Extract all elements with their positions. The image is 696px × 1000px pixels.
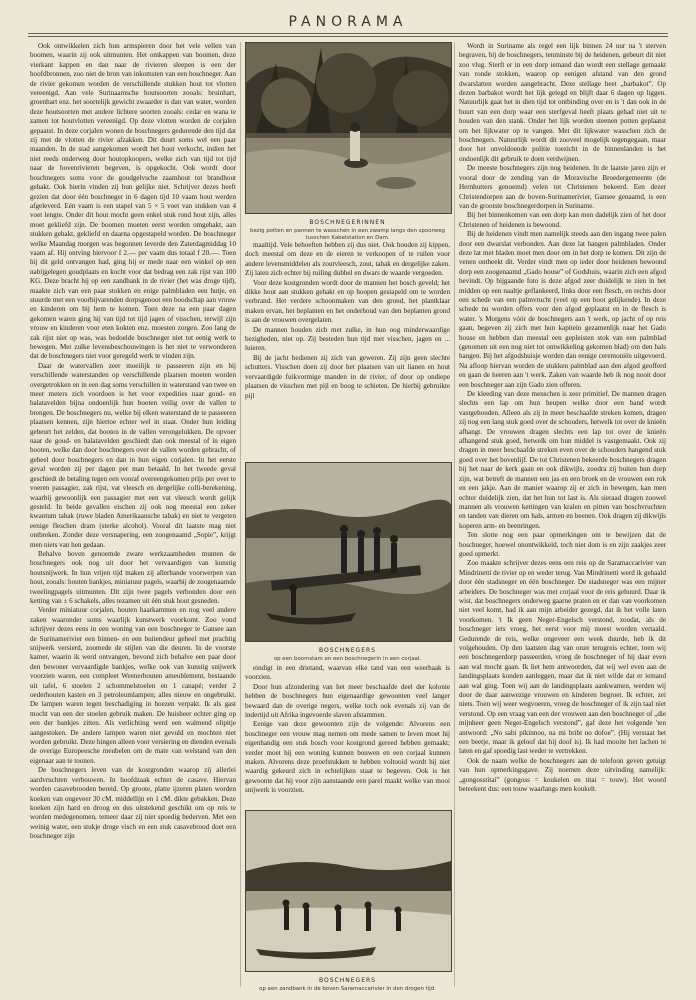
- paragraph: Voor deze kostgronden wordt door de mannen het bosch geveld; het dikke hout aan stukken gehakt en op hoopen gestapeld om te worden verbrand. Het verdere schoonmaken van den grond, het plantklaar maken ervan, het beplanten en het onderhoud van den beplanten grond is aan de vrouwen overgelaten.: [245, 278, 450, 325]
- paragraph: Behalve boven genoemde zware werkzaamheden munten de boschnegers ook nog uit door het vervaardigen van kunstig houtsnijwerk. In hun vrijen tijd maken zij allerhande voorwerpen van hout, zooals: houten bankjes, miniatuur pagels, waarbij de zoogenaamde tweelingpagels uitmunten. Dit zijn twee pagels verbonden door een ketting van ± 6 schakels, alles tezamen uit één stuk hout gesneden.: [30, 549, 236, 605]
- photo-jungle-swamp-image: [246, 43, 451, 213]
- paragraph: Zoo maakte schrijver dezes eens een reis op de Saramaccarivier van Mindrinetti de rivier op en weder terug. Van Mindrinetti werd ik gehaald door één stadsneger en één boschneger. De stadsneger was een mijner arbeiders. De boschneger was met corjaal voor de reis gehuurd. Daar ik wist, dat boschnegers onderweg gaarne praten en er dan van voorkomen niet veel komt, had ik aan mijn arbeider gezegd, dat ik het volle laten voorkomen. 't Ik geen Neger-Engelsch verstond, zoodat, als de boschneger iets vroeg, het eerst voor mij moest worden vertaald. Gedurende de reis, welke ongeveer een week duurde, heb ik dit volgehouden. Op den laatsten dag van onze terugreis echter, toen wij een boschnegerdorp passeerden, vroeg de boschneger of hij daar even aan wal mocht gaan. Ik liet hem antwoorden, dat wij wel even aan de landingsplaats konden aanleggen, maar dat ik niet wilde dat er iemand aan wal ging. Toen wij aan de landingsplaats aankwamen, werden wij door de daar aanwezige vrouwen en kinderen begroet. Ik echter, zei niets. Toen wij weer wegvoeren, vroeg de boschneger of ik zijn taal niet verstond. Op een vraag van een der vrouwen aan den boschneger of „die mijnheer geen Neger-Engelsch verstond”, gaf deze het volgende 'ten antwoord: „No sabi pikinnoo, na mi bribi no dofoe”. (Hij verstaat het een beetje, maar ik geloof dat hij doof is). Ik had mooite het lachen te laten en gaf spoedig last weder te vertrekken.: [459, 559, 666, 756]
- text-column-left: [30, 42, 236, 987]
- paragraph: Bij de jacht bedienen zij zich van geweren. Zij zijn geen slechte schutters. Visschen doen zij door het plaatsen van uit lianen en hout vervaardigde fuikvormige manden in de rivier, of door op ondiepe plaatsen de visschen met pijl en boog te schieten. De hierbij gebruikte pijl: [245, 353, 450, 400]
- paragraph: Door hun afzondering van het meer beschaafde deel der kolonie hebben de boschnegers hun eigenaardige gewoonten veel langer bewaard dan de overige negers, welke toch ook evenals zij van de indertijd uit Afrika ingevoerde slaven afstammen.: [245, 682, 450, 720]
- photo-figure-men-on-log: [245, 462, 450, 663]
- photo-figure-women-washing: [245, 42, 450, 242]
- paragraph: Ten slotte nog een paar opmerkingen om te bewijzen dat de boschneger, hoewel onontwikkeld, toch niet dom is en zijn zaakjes zeer goed opmerkt.: [459, 531, 666, 558]
- photo-river-log-image: [246, 463, 451, 641]
- paragraph: maaltijd. Vele behoeften hebben zij dus niet. Ook houden zij kippen, doch meestal om deze en de eieren te verkoopen of te ruilen voor andere levensmiddelen als zoutvleesch, zout, tabak en dergelijke zaken. Zij laten zich echter bij ruiling dubbel en dwars de waarde vergoeden.: [245, 241, 450, 278]
- header-rule-bottom: [28, 36, 668, 37]
- paragraph: Daar de watervallen zeer moeilijk te passeeren zijn en bij verschillende waterstanden op verschillende plaatsen moeten worden overgetrokken en in een dag soms verschillen in waterstand van twee en meer meters zich voordoen is het voor expedities naar goud- en balatavelden bijna ondoenlijk hun booten veilig over de vallen te brengen. De boschnegers nu, welke bij elken waterstand de te passeeren plaatsen kennen, zijn hiertoe echter wel in staat. Onder hun leiding gebeurt het zelden, dat booten in de vallen verongelukken. De opvoer naar de goud- en balatavelden geschiedt dan ook meestal of in eigen booten, welke dan door boschnegers over de vallen worden gebracht, of geheel door boschnegers en dan in hun eigen corjalen. In het eerste geval worden zij per dagen per man betaald. In het tweede geval geschiedt de betaling tegen een vooraf overeengekomen prijs per over te voeren passagier, zak rijst, vat vleesch en dergelijke colli-berekening, waarbij gewoonlijk een passagier met een vat vleesch wordt gelijk gesteld. In beide gevallen eischen zij ook nog meestal een zeker kwantum tabak (ruwe bladen Amerikaansche tabak) en niet te vergeten eenige fleschen dram (sterke alcohol). Vooral dit laatste mag niet ontbreken. Zonder deze versnapering, een zoogenaamd „Sopie”, krijgt men niets van hen gedaan.: [30, 361, 236, 549]
- paragraph: De mannen houden zich met zulke, in hun oog minderwaardige bezigheden, niet op. Zij besteden hun tijd met visschen, jagen en ... luieren.: [245, 325, 450, 353]
- photo-caption-title: BOSCHNEGERINNEN: [309, 219, 386, 226]
- text-column-right: [459, 42, 666, 987]
- paragraph: Ook de naam welke de boschnegers aan de telefoon geven getuigt van hun opmerkingsgave. Zij noemen deze uitvinding namelijk: „gongosstitai” (gongoss = koukelen en titai = touw). Het woord beteekent dus: een touw waarlangs men koukelt.: [459, 756, 666, 794]
- paragraph: eindigt in een drietand, waarvan elke tand van een weerhaak is voorzien.: [245, 664, 450, 682]
- photo-figure-sandbank: [245, 810, 450, 993]
- paragraph: De kleeding van deze menschen is zeer primitief. De mannen dragen slechts een lap om hun heupen welke door een band wordt vastgehouden. Alleen als zij in meer beschaafde streken komen, dragen zij nog een lang stuk goed over de schouders, hetwelk tot over de knieën afhangt. De vrouwen dragen slechts een lap tot over de knieën afhangend stuk goed, hetwelk om hun middel is vastgemaakt. Ook zij dragen in meer beschaafde streken even over de schouders hangend stuk goed over het bovenlijf. De tot Christenen bekeerde boschnegers dragen bij het naar de kerk gaan en ook dikwijls, zoodra zij buiten hun dorp zijn, wat betreft de mannen een jas en een broek en de vrouwen een rok en een jakje. Aan de manier waarop zij er zich in bewegen, kan men echter duidelijk zien, dat het hun tot last is. Als sieraad dragen zoowel mannen als vrouwen kettingen van kralen en pitten van boschvruchten en tanden van dieren om hals, armen en beenen. Ook dragen zij dikwijls koperen arm- en beenringen.: [459, 390, 666, 530]
- text-block-middle-lower: [245, 664, 450, 804]
- column-divider-right: [454, 42, 455, 987]
- page-header-title: PANORAMA: [288, 14, 408, 30]
- text-block-middle-upper: [245, 241, 450, 459]
- paragraph: Eenige van deze gewoonten zijn de volgende: Alvorens een boschneger een vrouw mag nemen om mede samen te leven moet hij eigenhandig een stuk bosch voor kostgrond gereed hebben gemaakt; verder moet hij een woning kunnen bouwen en een corjaal kunnen maken. Alvorens deze proefstukken te hebben voltooid wordt hij niet waardig gekeurd zich in echtelijken staat te begeven. Ook is het gewoonte dat hij voor zijn aanstaande een parel maakt welke van mooi snijwerk is voorzien.: [245, 720, 450, 795]
- column-divider-left: [240, 42, 241, 987]
- paragraph: Wordt in Suriname als regel een lijk binnen 24 uur na 't sterven begraven, bij de boschnegers, tenminste bij de heidenen, gebeurt dit niet zoo vlug. Sterft er in een dorp iemand dan wordt een stellage gemaakt van ronde stokken, waarop op eenigen afstand van den grond dwarslatten worden aangebracht. Deze stellage heet „barbakot”. Op dezen barbakot wordt het lijk gelegd en blijft daar 6 dagen op liggen. Natuurlijk gaat het in dien tijd tot ontbinding over en is 't dan ook in de buurt van een dorp waar een sterfgeval heeft plaats gehad niet uit te houden van den stank. Onder het lijk worden steenen potten geplaatst om het lijkwater op te vangen. Met dit lijkwater wasschen zich de boschnegers. Natuurlijk wordt dit zooveel mogelijk tegengegaan, maar door het onvoldoende politie toezicht in de binnenlanden is het ondoenlijk dit gebruik te doen verdwijnen.: [459, 42, 666, 163]
- photo-caption-text: bezig potten en pannen te wasschen in een zwamp langs den spoorweg tusschen Kabelstation en Dam.: [250, 228, 445, 242]
- photo-men-on-log: [245, 462, 452, 642]
- photo-caption-title: BOSCHNEGERS: [319, 647, 376, 654]
- photo-caption-text: op een zandbank in de boven Saramaccarivier in den drogen tijd.: [259, 986, 436, 993]
- photo-sandbank: [245, 810, 452, 972]
- photo-caption-title: BOSCHNEGERS: [319, 977, 376, 984]
- paragraph: Bij de heidenen vindt men namelijk steeds aan den ingang twee palen door een dwarslat verbonden. Aan deze lat hangen palmbladen. Onder deze lat met bladen moet men door om in het dorp te komen. Dit zijn de venen ontheekt dit. Verder vindt men op ieder door heidenen bewoond dorp een zoogenaamd „Gado house” of Godshuis, waarin zich een afgod bevindt. Op bijgaande foto is deze afgod zeer duidelijk te zien in het midden op een naaltje geflankeerd, links door een flesch, en rechts door een schede van een palmvrucht (veel op een boot gelijkende). In deze schede nu worden offers voor den afgod geplaatst en in de flesch is water. 's Morgens vóór de boschnegers aan 't werk, op jacht of op reis gaan, begeven zij zich met hun kapitein gezamenlijk naar het Gado house en hebben dan meestal een gepleisten stok van een palmblad (genomen uit een nog niet tot ontwikkeling gekomen blad) om den hals hangen. Bij het afgodshuisje worden dan eenige ceremoniën uitgevoerd. Na afloop hiervan worden de stukken palmblad aan den afgod geofferd en gaan de heeren aan 't werk. Zaken van waarde heb ik nog nooit door een boschneger aan zijn Gado zien offeren.: [459, 230, 666, 389]
- paragraph: De meeste boschnegers zijn nog heidenen. In de laatste jaren zijn er vooral door de zending van de Moravische Broedergemeente (de Hernhutters genoemd) velen tot Christenen bekeerd. Een dezer Christendorpen aan de boven-Surinamerivier, Gansee genaamd, is een van de grootste boschnegerdorpen in Suriname.: [459, 164, 666, 210]
- paragraph: Bij het binnenkomen van een dorp kan men dadelijk zien of het door Christenen of heidenen is bewoond.: [459, 211, 666, 229]
- paragraph: De boschnegers leven van de kostgronden waarop zij allerlei aardvruchten verbouwen. In hoofdzaak echter de casave. Hiervan worden casavebrooden bereid. Op groote, platte ijzeren platen worden koeken van ongeveer 30 cM. middellijn en 1 cM. dikte gebakken. Deze koeken zijn hard en droog en dus uitstekend geschikt om op reis te worden medegenomen, temeer daar zij niet spoedig bederven. Met een weinig water, een stukje droge visch en een stuk casavebrood doet een boschneger zijn: [30, 766, 236, 841]
- paragraph: Ook ontwikkelen zich hun armspieren door het vele vellen van boomen, waarin zij ook uitmunten. Het omkappen van boomen, deze vierkant kappen en dan naar de rivieren sleepen is een der hoofdbronnen, zoo niet de bron van inkomsten van een boschneger. Aan de rivier gekomen worden de verschillende stukken hout tot vlotten vereenigd. Aan vele Surinaamsche houtsoorten zooals: bruinhart, groenhart enz. het soortelijk gewicht zwaarder is dan van water, worden deze houtsoorten met andere lichtere soorten zooals: cedar en wana te zamen tot houtvlotten vereenigd. Op deze vlotten worden de corjalen gepaatst. In deze corjalen wonen de boschnegers gedurende den tijd dat zij met de vlotten de rivier afzakken. Dit duurt soms wel een paar maanden. In de stad aangekomen wordt het hout verkocht, indien het niet reeds onderweg door houtopkoopers, welke zich van tijd tot tijd naar de bovenrivieren begeven, is opgekocht. Ook wordt door boschnegers soms voor de goudgelvsche zaamhout tot brandhout gehakt. Ook hierin vinden zij hun gelijke niet. Schrijver dezes heeft gezien dat door één boschneger in 6 dagen tijd 10 vaam hout werden afgeleverd. Eén vaam is een stapel van 5 × 5 voet van stukken van 4 voet lengte. Onder dit hout mocht geen enkel stuk rond hout zijn, alles moet gekliefd zijn. De boomen moeten eerst worden omgehakt, aan stukken gehakt, gekliefd en daarna opgestapeld worden. De boschneger welke Maandag morgen was begonnen leverde den Zaterdagmiddag 10 vaam af. Hij ontving hiervoor f 2.— per vaam dus totaal f 20.—. Toen hij dit geld ontvangen had, ging hij er mede naar een winkel op een nabijgelegen goudplaats en kocht voor dat bedrag een zak rijst van 100 KG. Deze bracht hij op een zandbank in de rivier (het was droge tijd), maakte zich van een paar stokken en enige palmbladen een hutje, en stuurde met een voorbijvarenden dorpsgenoot een boodschap aan vrouw en kinderen om bij hem te komen. Toen deze na een paar dagen gekomen waren ging hij van tijd tot tijd jagen of visschen, terwijl zijn vrouw en kinderen voor eten kokten enz. moesten zorgen. Zoo lang de zak rijst niet op was, was bedoelde boschneger niet tot eenig werk te bewegen. Met zulke levensbeschouwingen is het niet te verwonderen dat de boschnegers niet voor geregeld werk te vinden zijn.: [30, 42, 236, 361]
- text-column-middle: [245, 42, 450, 993]
- header-rule-top: [28, 33, 668, 34]
- paragraph: Verder miniatuur corjalen, houten haarkammen en nog veel andere zaken waaronder soms waarlijk kunstwerk voorkomt. Zoo vond schrijver dezes eens in een woning van een boschneger te Gansee aan de Surinamerivier een binnen- en een buitendeur geheel met prachtig snijwerk versierd, zoomede de stijlen van die deuren. In de voorste kamer, waarin ik werd ontvangen, bevond zich behalve een paar door den bewoner vervaardigde bankjes, welke ook van kunstig snijwerk voorzien waren, een compleet Weenerhouten ameublement, bestaande uit tafel, 6 stoelen 2 schommelstoelen en 1 canapé; verder 2 oederhouten kasten en 3 petroleumlampen; alles nieuw en ongebruikt. De lampen waren tegen beschadiging in hoezen verpakt. Ik als gast mocht van een der stoelen gebruik maken. De huisheer echter ging op een der bankjes zitten. Als verlichting werd een walmend olipitje aangestoken. De andere lampen waren niet gevuld en mochten niet worden gebruikt. Deze hingen alleen voor versiering en dienden evenals de overige Europeesche meubelen om de mate van welstand van den eigenaar aan te toonen.: [30, 606, 236, 765]
- photo-sandbank-image: [246, 811, 451, 971]
- photo-women-washing: [245, 42, 452, 214]
- photo-caption-text: op een boomstam en een boschnegerin in een corjaal.: [273, 656, 422, 663]
